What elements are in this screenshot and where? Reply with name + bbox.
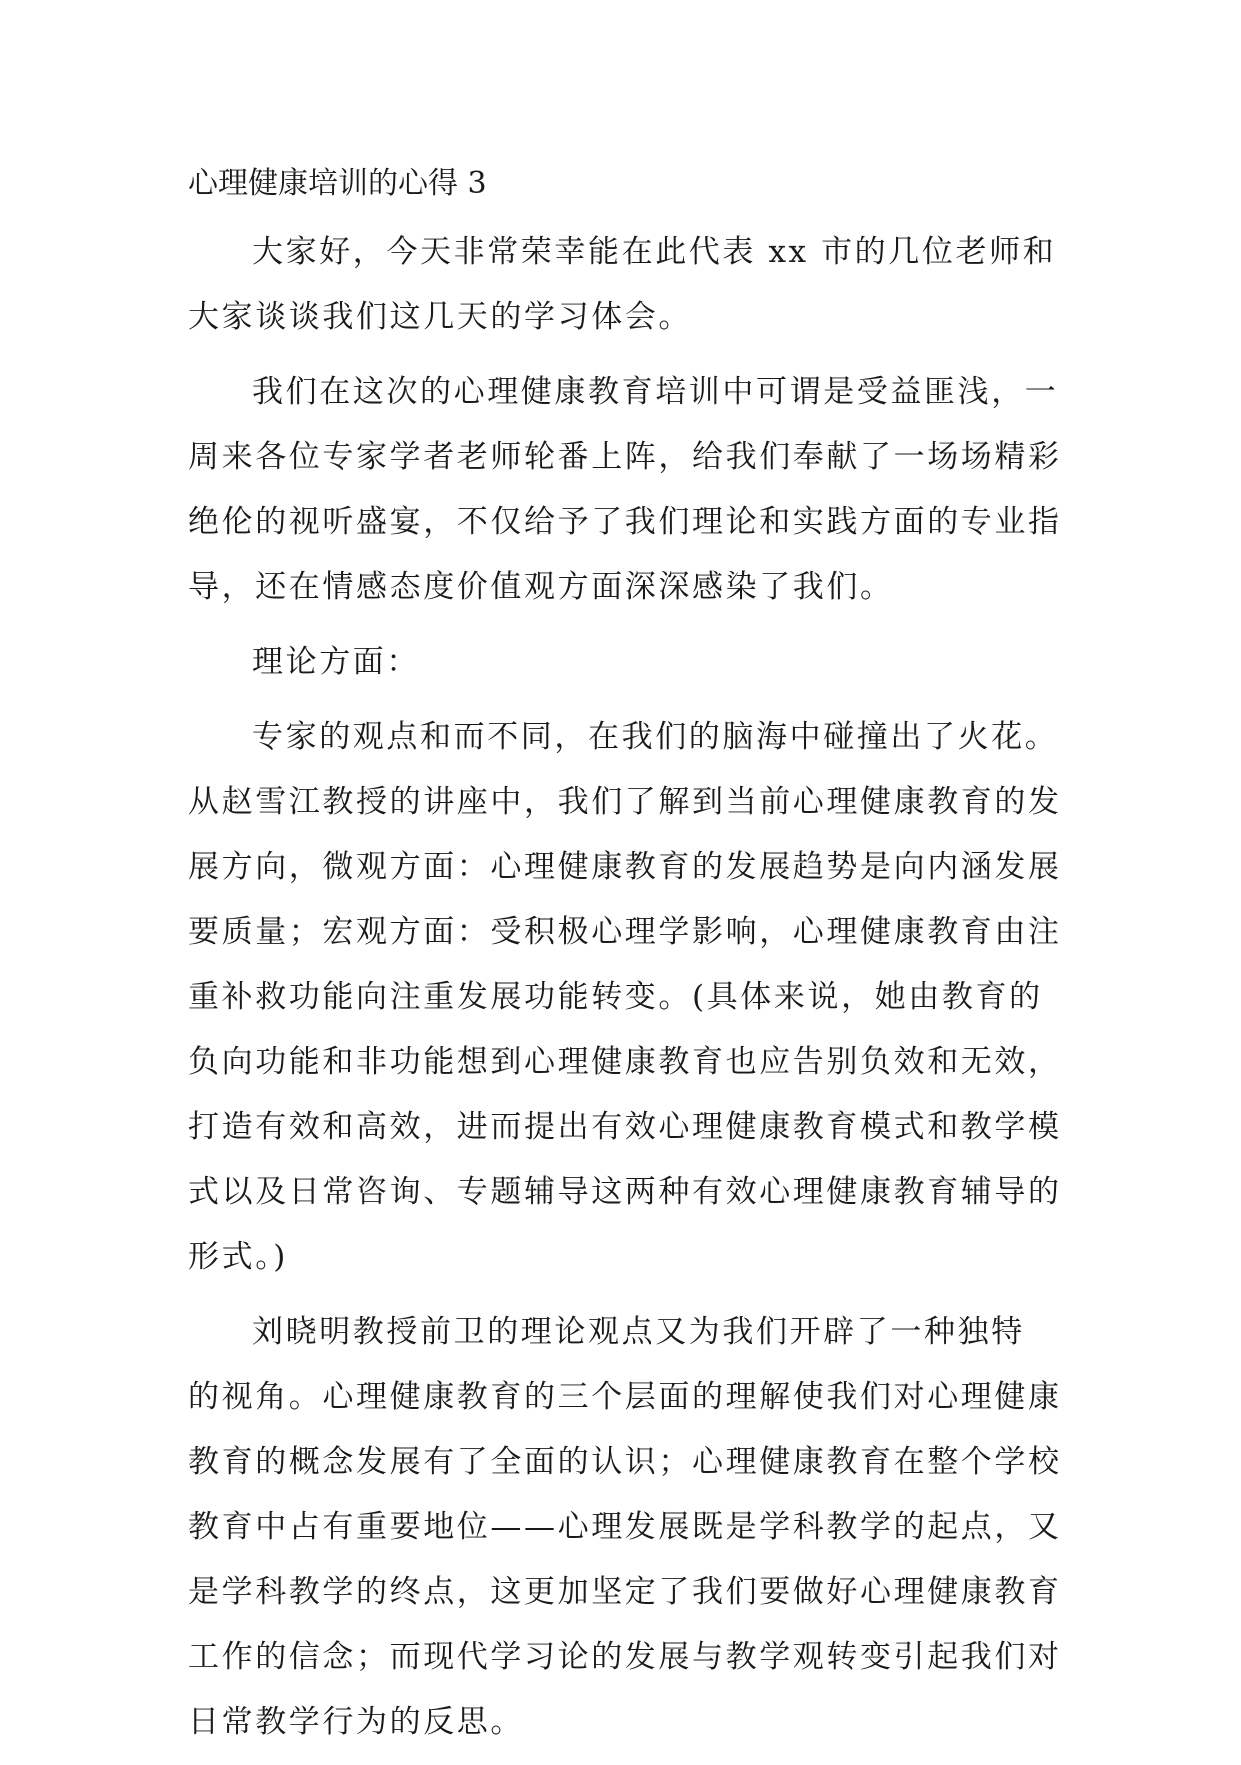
paragraph-line: 大家好，今天非常荣幸能在此代表 xx 市的几位老师和 xyxy=(252,234,1057,270)
paragraph-line: 日常教学行为的反思。 xyxy=(188,1704,524,1740)
section-heading-theory xyxy=(188,630,1068,695)
section-heading: 理论方面： xyxy=(252,644,420,680)
paragraph-line: 负向功能和非功能想到心理健康教育也应告别负效和无效， xyxy=(188,1044,1062,1080)
paragraph-line: 工作的信念；而现代学习论的发展与教学观转变引起我们对 xyxy=(188,1639,1062,1675)
paragraph-greeting xyxy=(188,220,1068,350)
paragraph-line: 展方向，微观方面：心理健康教育的发展趋势是向内涵发展 xyxy=(188,849,1062,885)
paragraph-line: 要质量；宏观方面：受积极心理学影响，心理健康教育由注 xyxy=(188,914,1062,950)
paragraph-line: 式以及日常咨询、专题辅导这两种有效心理健康教育辅导的 xyxy=(188,1174,1062,1210)
paragraph-line: 是学科教学的终点，这更加坚定了我们要做好心理健康教育 xyxy=(188,1574,1062,1610)
document-body xyxy=(188,158,1068,1765)
paragraph-line: 我们在这次的心理健康教育培训中可谓是受益匪浅，一 xyxy=(252,374,1059,410)
paragraph-line: 刘晓明教授前卫的理论观点又为我们开辟了一种独特 xyxy=(252,1314,1025,1350)
paragraph-line: 的视角。心理健康教育的三个层面的理解使我们对心理健康 xyxy=(188,1379,1062,1415)
paragraph-line: 周来各位专家学者老师轮番上阵，给我们奉献了一场场精彩 xyxy=(188,439,1062,475)
paragraph-line: 绝伦的视听盛宴，不仅给予了我们理论和实践方面的专业指 xyxy=(188,504,1062,540)
paragraph-line: 打造有效和高效，进而提出有效心理健康教育模式和教学模 xyxy=(188,1109,1062,1145)
paragraph-line: 导，还在情感态度价值观方面深深感染了我们。 xyxy=(188,569,894,605)
paragraph-line: 教育的概念发展有了全面的认识；心理健康教育在整个学校 xyxy=(188,1444,1062,1480)
paragraph-theory-zhao xyxy=(188,705,1068,1290)
paragraph-theory-liu xyxy=(188,1300,1068,1755)
paragraph-line: 专家的观点和而不同，在我们的脑海中碰撞出了火花。 xyxy=(252,719,1059,755)
paragraph-line: 从赵雪江教授的讲座中，我们了解到当前心理健康教育的发 xyxy=(188,784,1062,820)
paragraph-line: 形式。) xyxy=(188,1239,288,1275)
document-title: 心理健康培训的心得 3 xyxy=(188,166,487,201)
paragraph-line: 大家谈谈我们这几天的学习体会。 xyxy=(188,299,692,335)
paragraph-line: 重补救功能向注重发展功能转变。(具体来说，她由教育的 xyxy=(188,979,1043,1015)
paragraph-summary xyxy=(188,360,1068,620)
paragraph-line: 教育中占有重要地位——心理发展既是学科教学的起点，又 xyxy=(188,1509,1062,1545)
